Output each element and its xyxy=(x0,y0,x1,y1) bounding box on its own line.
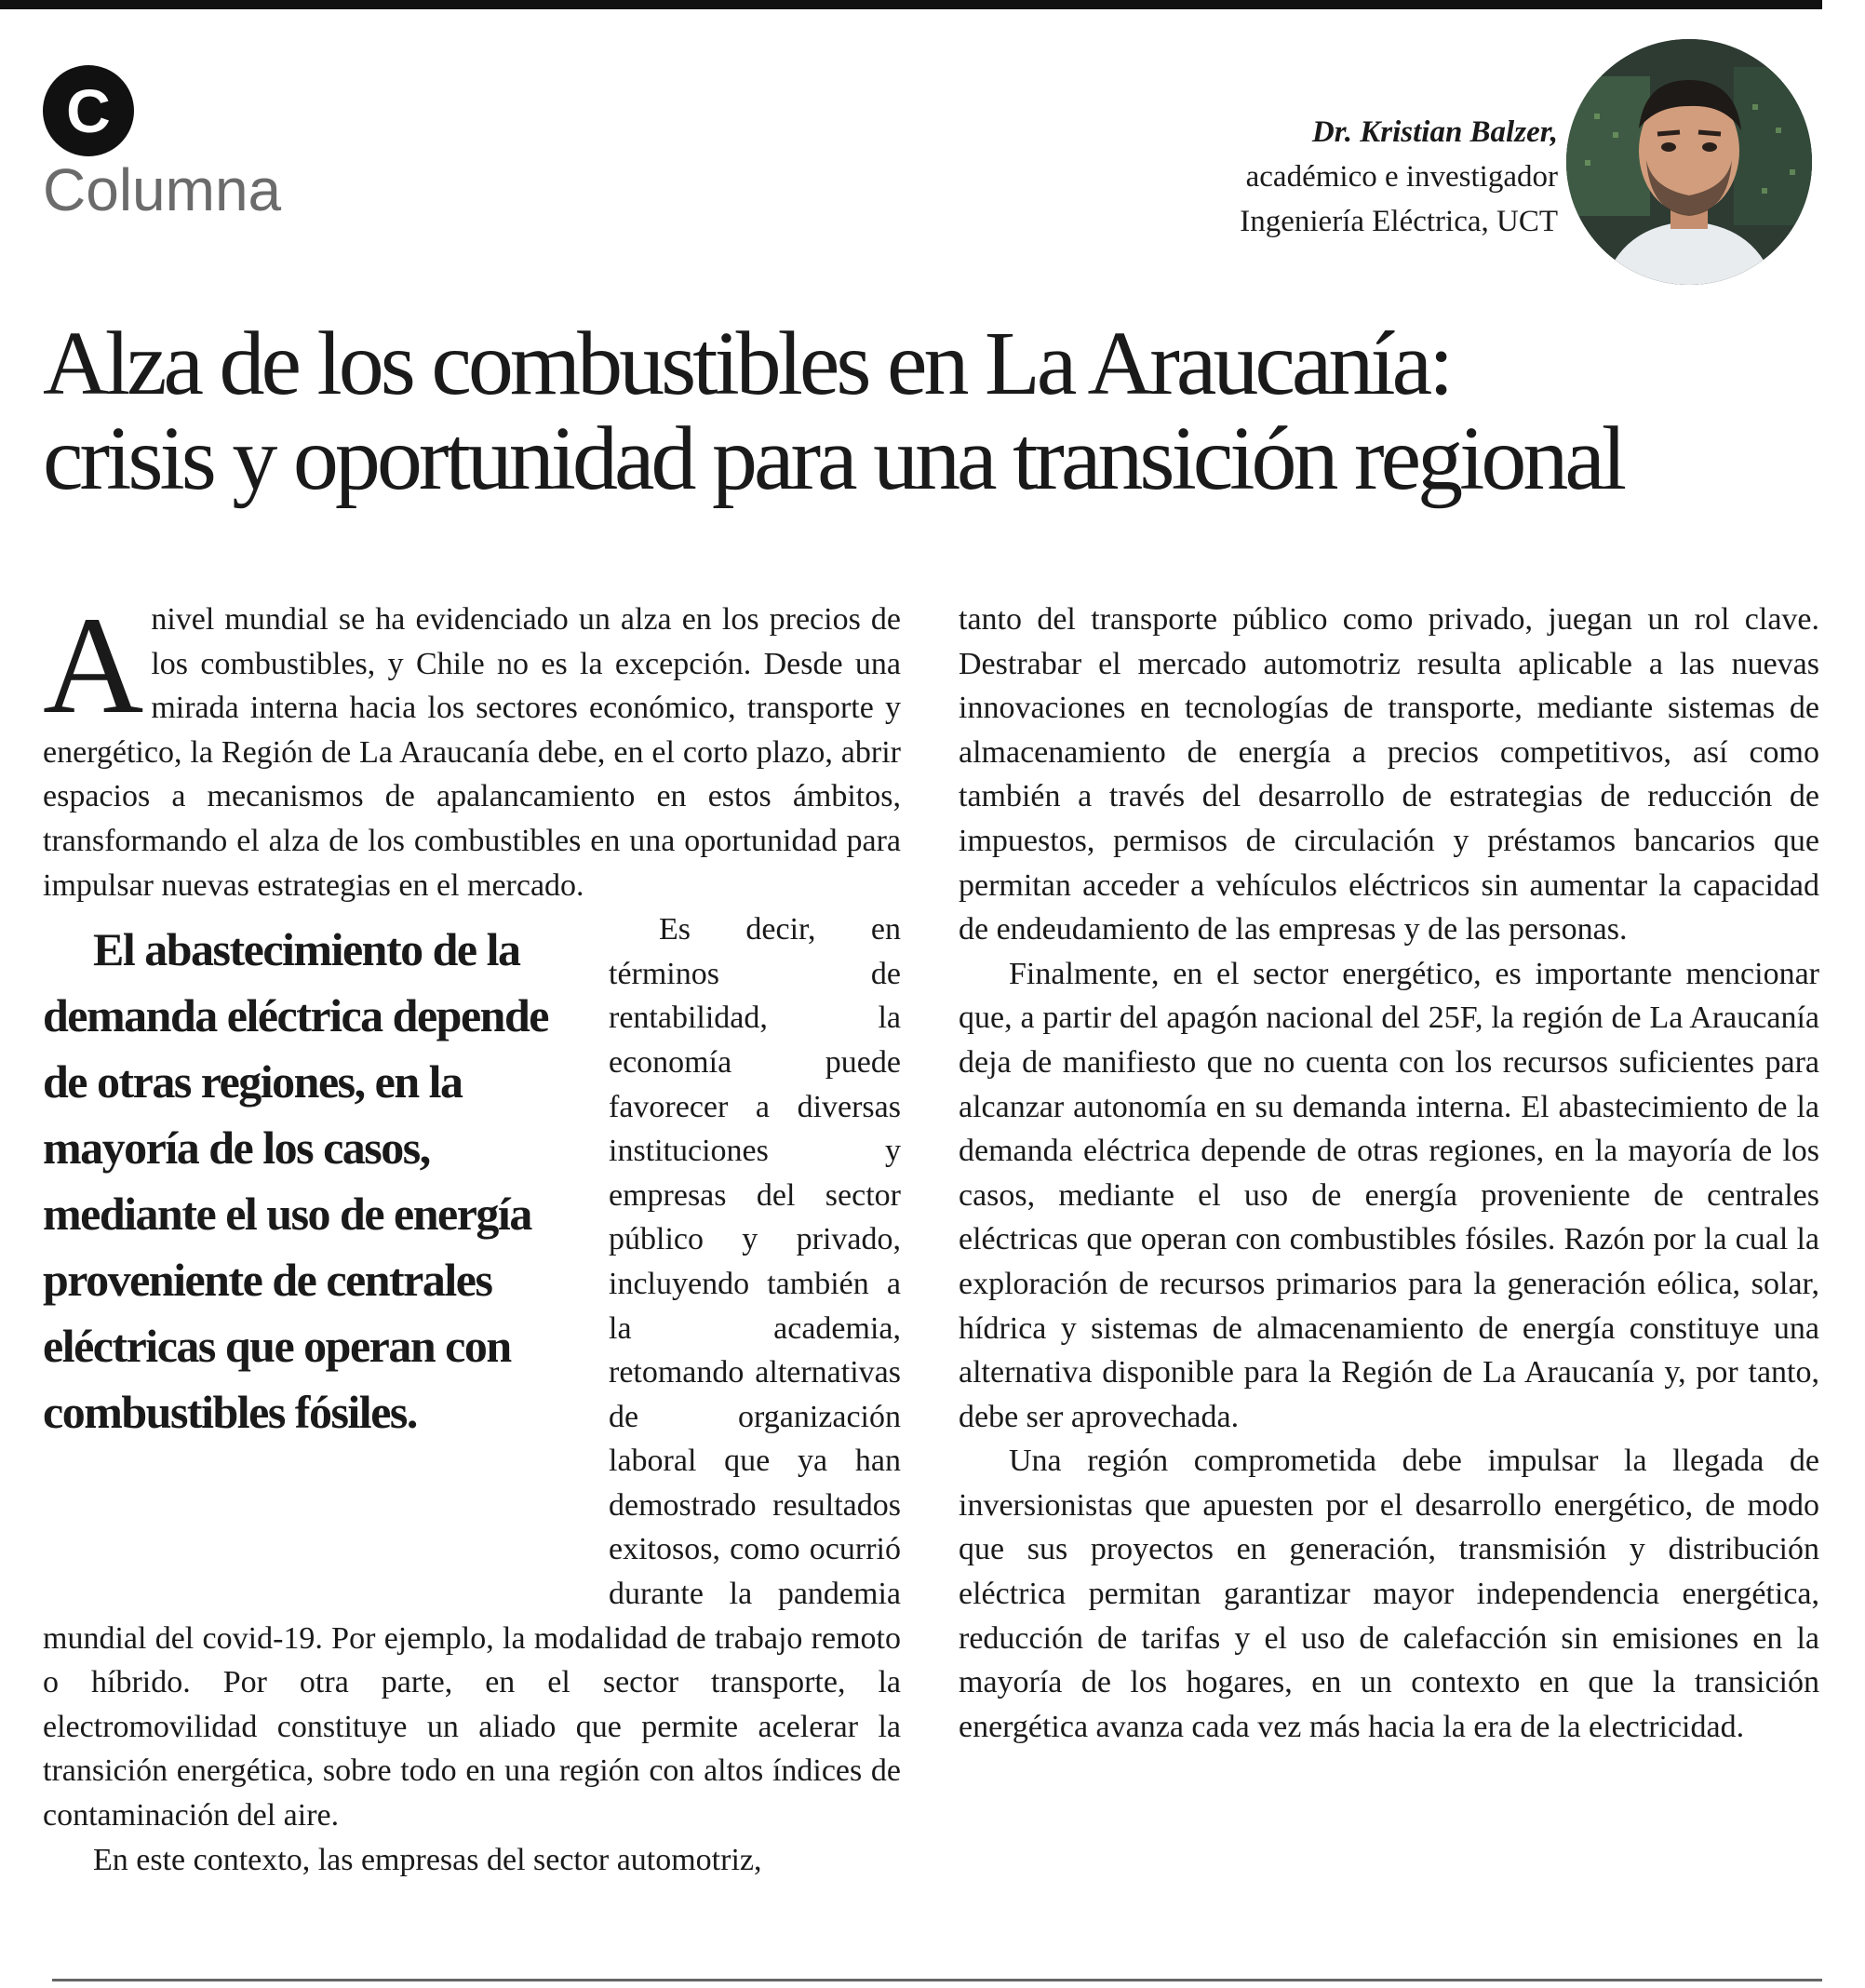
bottom-rule xyxy=(52,1979,1822,1981)
paragraph-4: Finalmente, en el sector energético, es importante mencionar que, a partir del apagón nacional del 25F, la región de La Araucanía deja de manifiesto que no cuenta con los recursos suficientes para alcanzar autonomía en su demanda interna. El abastecimiento de la demanda eléctrica depende de otras regiones, en la mayoría de los casos, mediante el uso de energía proveniente de centrales eléctricas que operan con combustibles fósiles. Razón por la cual la exploración de recursos primarios para la generación eólica, solar, hídrica y sistemas de almacenamiento de energía constituye una alternativa disponible para la Región de La Araucanía y, por tanto, debe ser aprovechada. xyxy=(959,956,1819,1434)
paragraph-2-text: Es decir, en términos de rentabilidad, la economía puede favorecer a diversas instituciones y empresas del sector público y privado, incluyendo también a la academia, retomando alternativas de organización laboral que ya han demostrado resultados exitosos, como ocurrió durante la pandemia mundial del covid-19. Por ejemplo, la modalidad de trabajo remoto o híbrido. Por otra parte, en el sector transporte, la electromovilidad constituye un aliado que permite acelerar la transición energética, sobre todo en una región con altos índices de contaminación del aire. xyxy=(43,912,901,1834)
paragraph-2 xyxy=(43,907,901,1837)
headline-line-2: crisis y oportunidad para una transición regional xyxy=(43,409,1624,509)
pull-quote: El abastecimiento de la demanda eléctrica depende de otras regiones, en la mayoría de los casos, mediante el uso de energía proveniente de centrales eléctricas que operan con combustibles fósiles. xyxy=(43,923,548,1439)
paragraph-1 xyxy=(43,588,901,907)
author-portrait-icon xyxy=(1566,39,1812,285)
paragraph-3-continued: tanto del transporte público como privado, juegan un rol clave. Destrabar el mercado automotriz resulta aplicable a las nuevas innovaciones en tecnologías de transporte, mediante sistemas de almacenamiento de energía a precios competitivos, así como también a través del desarrollo de estrategias de reducción de impuestos, permisos de circulación y préstamos bancarios que permitan acceder a vehículos eléctricos sin aumentar la capacidad de endeudamiento de las empresas y de las personas. xyxy=(959,602,1819,947)
author-byline xyxy=(906,110,1558,244)
author-photo xyxy=(1566,39,1812,285)
author-affiliation: Ingeniería Eléctrica, UCT xyxy=(1240,205,1558,238)
top-rule xyxy=(0,0,1822,9)
article-column-left xyxy=(43,588,901,1882)
section-name: Columna xyxy=(43,156,282,223)
author-role: académico e investigador xyxy=(1245,160,1558,194)
section-badge: C xyxy=(43,65,134,156)
paragraph-5: Una región comprometida debe impulsar la llegada de inversionistas que apuesten por el desarrollo energético, de modo que sus proyectos en generación, transmisión y distribución eléctrica permitan garantizar mayor independencia energética, reducción de tarifas y el uso de calefacción sin emisiones en la mayoría de los hogares, en un contexto en que la transición energética avanza cada vez más hacia la era de la electricidad. xyxy=(959,1444,1819,1744)
headline xyxy=(43,314,1820,509)
headline-line-1: Alza de los combustibles en La Araucanía: xyxy=(43,314,1451,414)
drop-cap: A xyxy=(43,588,144,743)
paragraph-3: En este contexto, las empresas del sector automotriz, xyxy=(93,1842,762,1877)
article-column-right xyxy=(959,598,1819,1749)
paragraph-1-text: nivel mundial se ha evidenciado un alza en los precios de los combustibles, y Chile no es la excepción. Desde una mirada interna hacia los sectores económico, transporte y energético, la Región de La Araucanía debe, en el corto plazo, abrir espacios a mecanismos de apalancamiento en estos ámbitos, transformando el alza de los combustibles en una oportunidad para impulsar nuevas estrategias en el mercado. xyxy=(43,602,901,903)
author-name: Dr. Kristian Balzer, xyxy=(1311,115,1558,149)
